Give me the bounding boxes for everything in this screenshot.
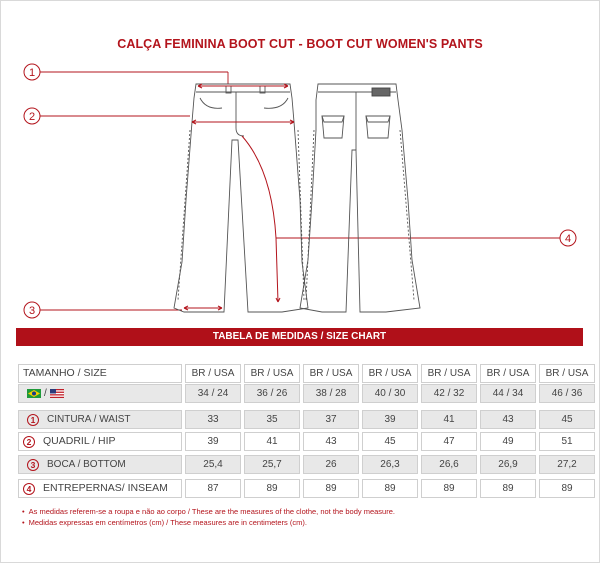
front-pants-drawing — [174, 84, 308, 312]
row-label-text: QUADRIL / HIP — [43, 435, 116, 447]
table-row-waist — [18, 410, 595, 429]
table-row-hip — [18, 432, 595, 451]
footnote-text: As medidas referem-se a roupa e não ao corpo / These are the measures of the clothe, not the body measure. — [28, 507, 395, 516]
table-cell: 26 — [303, 455, 359, 474]
back-pants-drawing — [300, 84, 420, 312]
size-value: 44 / 34 — [480, 384, 536, 403]
size-value: 42 / 32 — [421, 384, 477, 403]
table-row-bottom — [18, 455, 595, 474]
row-label — [18, 410, 182, 429]
size-chart-banner: TABELA DE MEDIDAS / SIZE CHART — [16, 328, 583, 346]
header-row — [18, 364, 595, 383]
footnote — [22, 506, 395, 517]
table-cell: 89 — [539, 479, 595, 498]
col-header: BR / USA — [421, 364, 477, 383]
size-value: 40 / 30 — [362, 384, 418, 403]
size-value: 38 / 28 — [303, 384, 359, 403]
flags-cell — [18, 384, 182, 403]
row-label-text: CINTURA / WAIST — [47, 414, 131, 425]
col-header: BR / USA — [362, 364, 418, 383]
row-label — [18, 432, 182, 451]
table-cell: 35 — [244, 410, 300, 429]
table-cell: 25,4 — [185, 455, 241, 474]
flag-separator: / — [44, 388, 47, 399]
table-cell: 25,7 — [244, 455, 300, 474]
table-cell: 87 — [185, 479, 241, 498]
footnote — [22, 517, 395, 528]
row-number: 3 — [27, 459, 39, 471]
table-cell: 39 — [185, 432, 241, 451]
table-cell: 37 — [303, 410, 359, 429]
table-cell: 26,3 — [362, 455, 418, 474]
size-label: TAMANHO / SIZE — [18, 364, 182, 383]
svg-text:2: 2 — [28, 111, 36, 123]
callout-2 — [24, 108, 190, 124]
table-cell: 89 — [303, 479, 359, 498]
brazil-flag-icon — [27, 389, 41, 398]
col-header: BR / USA — [539, 364, 595, 383]
col-header: BR / USA — [303, 364, 359, 383]
table-cell: 39 — [362, 410, 418, 429]
table-cell: 51 — [539, 432, 595, 451]
table-cell: 49 — [480, 432, 536, 451]
col-header: BR / USA — [185, 364, 241, 383]
table-cell: 89 — [244, 479, 300, 498]
callout-4 — [276, 230, 576, 246]
size-value: 34 / 24 — [185, 384, 241, 403]
col-header: BR / USA — [244, 364, 300, 383]
table-cell: 45 — [362, 432, 418, 451]
bullet-icon: • — [22, 507, 25, 516]
table-cell: 26,6 — [421, 455, 477, 474]
table-cell: 41 — [244, 432, 300, 451]
bullet-icon: • — [22, 518, 25, 527]
table-cell: 45 — [539, 410, 595, 429]
footnotes — [22, 506, 395, 528]
table-cell: 89 — [480, 479, 536, 498]
table-cell: 26,9 — [480, 455, 536, 474]
svg-text:4: 4 — [564, 233, 572, 245]
size-value: 36 / 26 — [244, 384, 300, 403]
table-cell: 89 — [421, 479, 477, 498]
table-cell: 43 — [303, 432, 359, 451]
row-label — [18, 455, 182, 474]
col-header: BR / USA — [480, 364, 536, 383]
table-cell: 33 — [185, 410, 241, 429]
page-title: CALÇA FEMININA BOOT CUT - BOOT CUT WOMEN'S PANTS — [117, 37, 483, 51]
measure-lines — [184, 84, 294, 310]
svg-text:3: 3 — [28, 305, 36, 317]
size-value: 46 / 36 — [539, 384, 595, 403]
row-number: 2 — [23, 436, 35, 448]
footnote-text: Medidas expressas em centímetros (cm) / These measures are in centimeters (cm). — [28, 518, 307, 527]
sizes-row — [18, 384, 595, 403]
table-cell: 27,2 — [539, 455, 595, 474]
svg-text:1: 1 — [28, 67, 36, 79]
row-label — [18, 479, 182, 498]
callout-3 — [24, 302, 182, 318]
row-label-text: BOCA / BOTTOM — [47, 459, 126, 470]
table-cell: 89 — [362, 479, 418, 498]
row-number: 1 — [27, 414, 39, 426]
table-cell: 47 — [421, 432, 477, 451]
table-row-inseam — [18, 479, 595, 498]
row-label-text: ENTREPERNAS/ INSEAM — [43, 482, 168, 494]
table-cell: 43 — [480, 410, 536, 429]
callout-1 — [24, 64, 228, 84]
table-cell: 41 — [421, 410, 477, 429]
usa-flag-icon — [50, 389, 64, 398]
row-number: 4 — [23, 483, 35, 495]
